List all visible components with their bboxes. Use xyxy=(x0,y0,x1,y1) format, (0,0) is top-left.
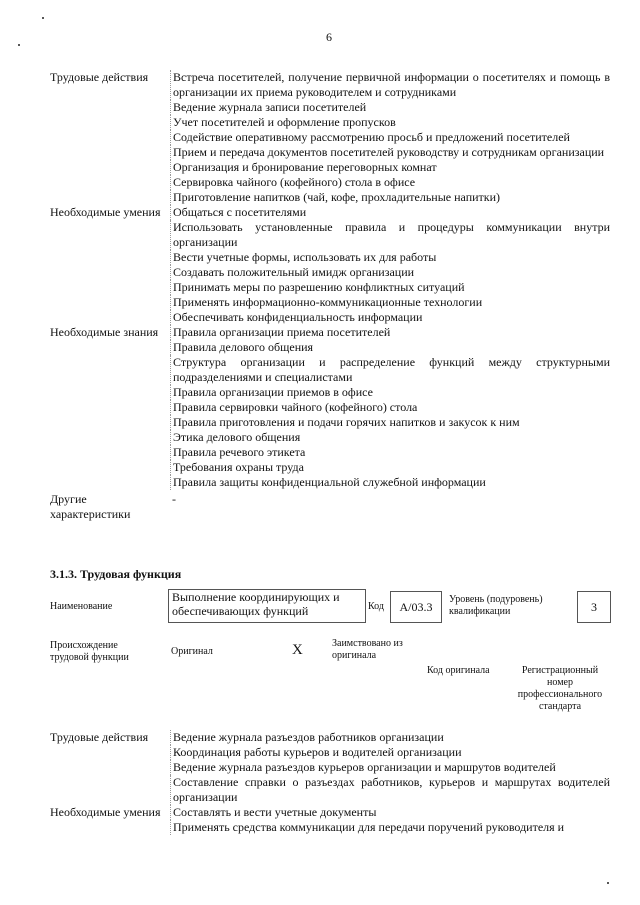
list-item: Прием и передача документов посетителей руководству и сотрудникам организации xyxy=(170,145,610,160)
list-item: Сервировка чайного (кофейного) стола в офисе xyxy=(170,175,610,190)
list-item: Координация работы курьеров и водителей организации xyxy=(170,745,610,760)
list-item: Правила приготовления и подачи горячих напитков и закусок к ним xyxy=(170,415,610,430)
table-row xyxy=(50,205,610,325)
table-row xyxy=(50,70,610,205)
labor-function-details-table xyxy=(50,70,610,522)
list-item: Правила защиты конфиденциальной служебной информации xyxy=(170,475,610,490)
list-item: Правила делового общения xyxy=(170,340,610,355)
list-item: Применять средства коммуникации для передачи поручений руководителя и xyxy=(170,820,610,835)
list-item: Ведение журнала разъездов курьеров организации и маршрутов водителей xyxy=(170,760,610,775)
list-item: Общаться с посетителями xyxy=(170,205,610,220)
list-item: Структура организации и распределение функций между структурными подразделениями и специалистами xyxy=(170,355,610,385)
page-number: 6 xyxy=(326,30,332,44)
list-item: Требования охраны труда xyxy=(170,460,610,475)
row-label: Трудовые действия xyxy=(50,70,149,84)
list-item: Составлять и вести учетные документы xyxy=(170,805,610,820)
code-value-box: А/03.3 xyxy=(390,591,442,623)
list-item: Правила речевого этикета xyxy=(170,445,610,460)
origin-label: Происхождение трудовой функции xyxy=(50,640,129,663)
table-row xyxy=(50,325,610,490)
list-item: Составление справки о разъездах работников, курьеров и маршрутах водителей организации xyxy=(170,775,610,805)
list-item: Ведение журнала записи посетителей xyxy=(170,100,610,115)
list-item: Организация и бронирование переговорных комнат xyxy=(170,160,610,175)
list-item: Учет посетителей и оформление пропусков xyxy=(170,115,610,130)
registration-number-label: Регистрационный номер профессионального стандарта xyxy=(517,665,603,712)
table-row xyxy=(50,805,610,835)
list-item: Создавать положительный имидж организации xyxy=(170,265,610,280)
list-item: Принимать меры по разрешению конфликтных ситуаций xyxy=(170,280,610,295)
list-item: Вести учетные формы, использовать их для работы xyxy=(170,250,610,265)
list-item: Встреча посетителей, получение первичной информации о посетителях и помощь в организации их приема руководителем и сотрудниками xyxy=(170,70,610,100)
list-item: Содействие оперативному рассмотрению просьб и предложений посетителей xyxy=(170,130,610,145)
list-item: Использовать установленные правила и процедуры коммуникации внутри организации xyxy=(170,220,610,250)
table-row xyxy=(50,730,610,805)
original-label: Оригинал xyxy=(171,646,213,657)
list-item: Правила организации приема посетителей xyxy=(170,325,610,340)
scan-speck xyxy=(607,882,609,884)
list-item: Правила организации приемов в офисе xyxy=(170,385,610,400)
section-heading: 3.1.3. Трудовая функция xyxy=(50,567,182,581)
name-label: Наименование xyxy=(50,601,113,612)
row-label: Необходимые знания xyxy=(50,325,159,339)
level-label: Уровень (подуровень) квалификации xyxy=(449,594,543,617)
list-item: Правила сервировки чайного (кофейного) стола xyxy=(170,400,610,415)
borrowed-label: Заимствовано из оригинала xyxy=(332,638,403,661)
code-label: Код xyxy=(368,601,384,612)
list-item: - xyxy=(172,492,176,506)
scan-speck xyxy=(18,44,20,46)
labor-function-details-table-2 xyxy=(50,730,610,835)
list-item: Применять информационно-коммуникационные технологии xyxy=(170,295,610,310)
row-label: Необходимые умения xyxy=(50,805,161,819)
function-name-box: Выполнение координирующих и обеспечивающих функций xyxy=(168,589,366,623)
original-check-mark: X xyxy=(292,642,303,658)
list-item: Ведение журнала разъездов работников организации xyxy=(170,730,610,745)
table-row xyxy=(50,490,610,522)
scan-speck xyxy=(42,17,44,19)
level-value-box: 3 xyxy=(577,591,611,623)
list-item: Обеспечивать конфиденциальность информации xyxy=(170,310,610,325)
row-label: Другие характеристики xyxy=(50,492,131,521)
list-item: Этика делового общения xyxy=(170,430,610,445)
row-label: Трудовые действия xyxy=(50,730,149,744)
row-label: Необходимые умения xyxy=(50,205,161,219)
original-code-label: Код оригинала xyxy=(427,665,490,676)
list-item: Приготовление напитков (чай, кофе, прохладительные напитки) xyxy=(170,190,610,205)
